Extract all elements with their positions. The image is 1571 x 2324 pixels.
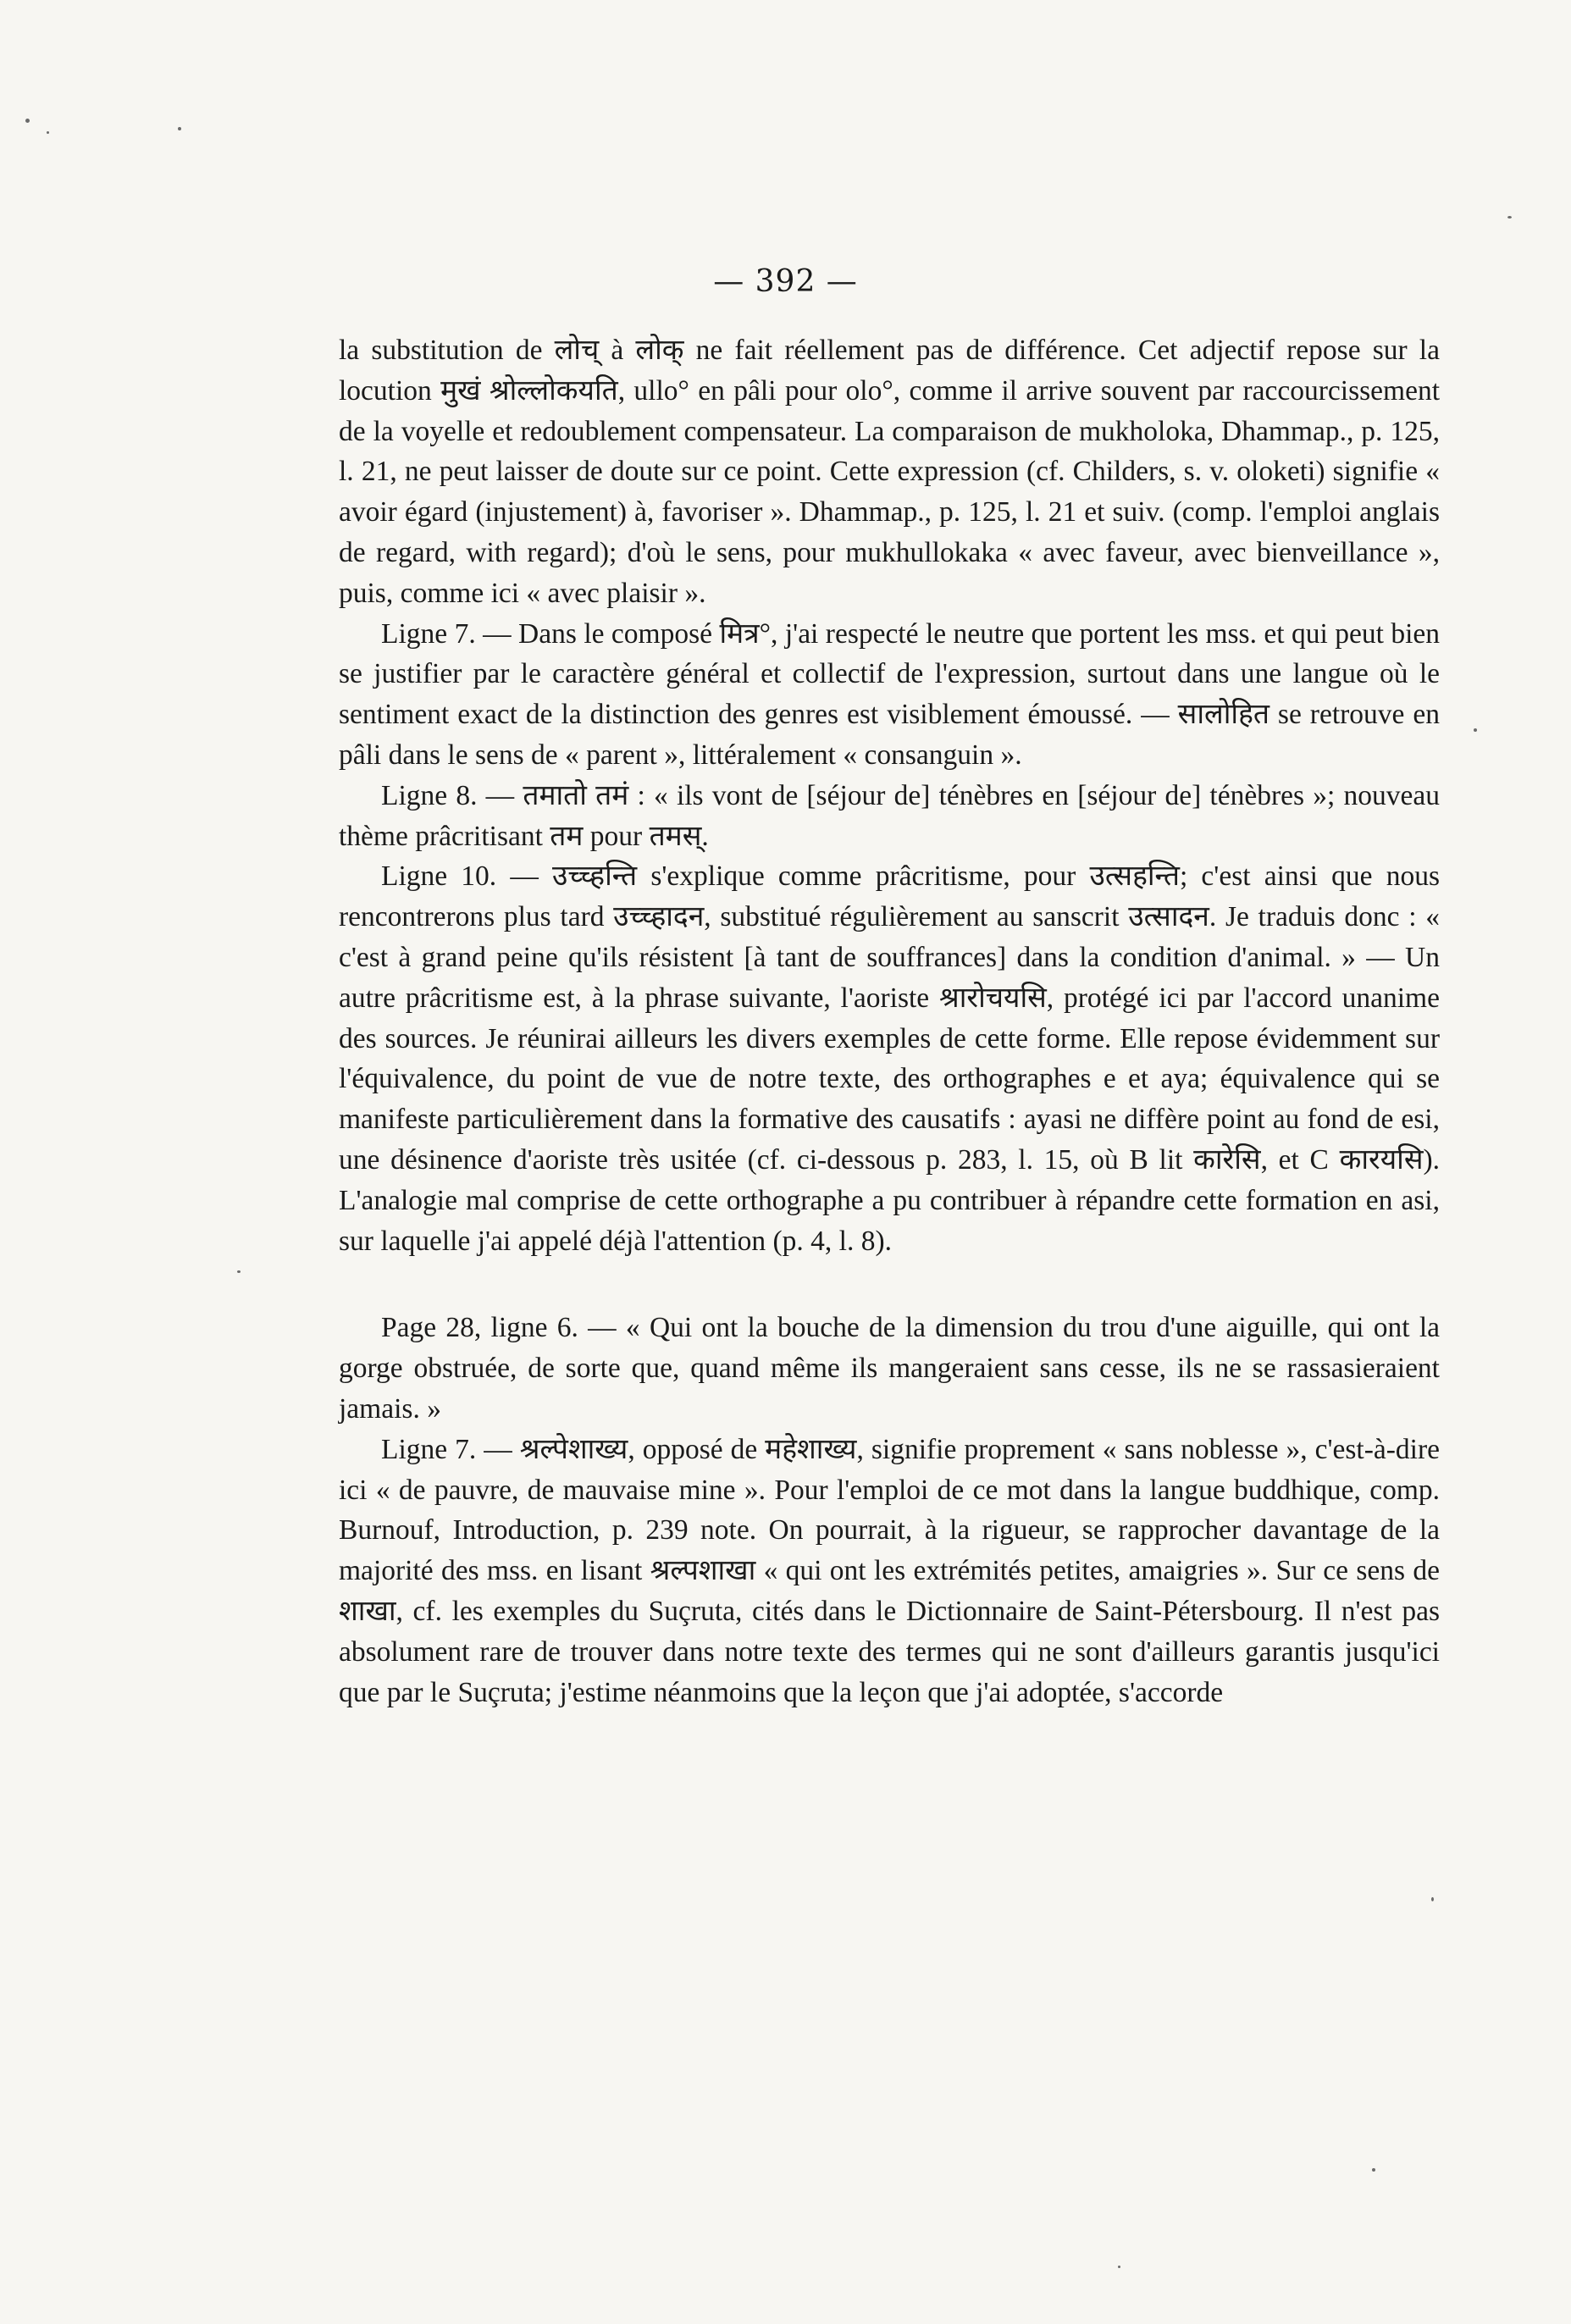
scan-speck [1507,216,1512,219]
scan-speck [1474,728,1477,732]
paragraph-page-28-ligne-6: Page 28, ligne 6. — « Qui ont la bouche de la dimension du trou d'une aiguille, qui ont la gorge obstruée, de sorte que, quand même ils mangeraient sans cesse, ils ne se rassasieraient jamais. » [339,1312,1440,1425]
paragraph-continuation: la substitution de लोच् à लोक् ne fait réellement pas de différence. Cet adjectif repose sur la locution मुखं श्रोल्लोकयति, ullo° en pâli pour olo°, comme il arrive souvent par raccourcissement de la voyelle et redoublement compensateur. La comparaison de mukholoka, Dhammap., p. 125, l. 21, ne peut laisser de doute sur ce point. Cette expression (cf. Childers, s. v. oloketi) signifie « avoir égard (injustement) à, favoriser ». Dhammap., p. 125, l. 21 et suiv. (comp. l'emploi anglais de regard, with regard); d'où le sens, pour mukhullokaka « avec faveur, avec bienveillance », puis, comme ici « avec plaisir ». [339,335,1440,609]
body-text [339,330,1440,1713]
scan-speck [178,127,181,130]
scan-speck [237,1270,241,1273]
paragraph-ligne-7: Ligne 7. — Dans le composé मित्र°, j'ai respecté le neutre que portent les mss. et qui peut bien se justifier par le caractère général et collectif de l'expression, surtout dans une langue où le sentiment exact de la distinction des genres est visiblement émoussé. — सालोहित se retrouve en pâli dans le sens de « parent », littéralement « consanguin ». [339,617,1440,771]
page-number: — 392 — [713,264,858,299]
paragraph-ligne-8: Ligne 8. — तमातो तमं : « ils vont de [séjour de] ténèbres en [séjour de] ténèbres »; nouveau thème prâcritisant तम pour तमस्. [339,779,1440,852]
paragraph-page-28-ligne-7: Ligne 7. — श्रल्पेशाख्य, opposé de महेशाख्य, signifie proprement « sans noblesse », c'est-à-dire ici « de pauvre, de mauvaise mine ». Pour l'emploi de ce mot dans la langue buddhique, comp. Burnouf, Introduction, p. 239 note. On pourrait, à la rigueur, se rapprocher davantage de la majorité des mss. en lisant श्रल्पशाखा « qui ont les extrémités petites, amaigries ». Sur ce sens de शाखा, cf. les exemples du Suçruta, cités dans le Dictionnaire de Saint-Pétersbourg. Il n'est pas absolument rare de trouver dans notre texte des termes qui ne sont d'ailleurs garantis jusqu'ici que par le Suçruta; j'estime néanmoins que la leçon que j'ai adoptée, s'accorde [339,1433,1440,1708]
scan-speck [1431,1897,1434,1901]
scan-speck [47,131,49,134]
scan-speck [25,119,30,123]
scan-speck [1118,2266,1120,2268]
scan-speck [1372,2168,1375,2172]
paragraph-ligne-10: Ligne 10. — उच्च्हन्ति s'explique comme prâcritisme, pour उत्सहन्ति; c'est ainsi que nous rencontrerons plus tard उच्च्हादन, substitué régulièrement au sanscrit उत्सादन. Je traduis donc : « c'est à grand peine qu'ils résistent [à tant de souffrances] dans la condition d'animal. » — Un autre prâcritisme est, à la phrase suivante, l'aoriste श्रारोचयसि, protégé ici par l'accord unanime des sources. Je réunirai ailleurs les divers exemples de cette forme. Elle repose évidemment sur l'équivalence, du point de vue de notre texte, des orthographes e et aya; équivalence qui se manifeste particulièrement dans la formative des causatifs : ayasi ne diffère point au fond de esi, une désinence d'aoriste très usitée (cf. ci-dessous p. 283, l. 15, où B lit कारेसि, et C कारयसि). L'analogie mal comprise de cette orthographe a pu contribuer à répandre cette formation en asi, sur laquelle j'ai appelé déjà l'attention (p. 4, l. 8). [339,860,1440,1257]
